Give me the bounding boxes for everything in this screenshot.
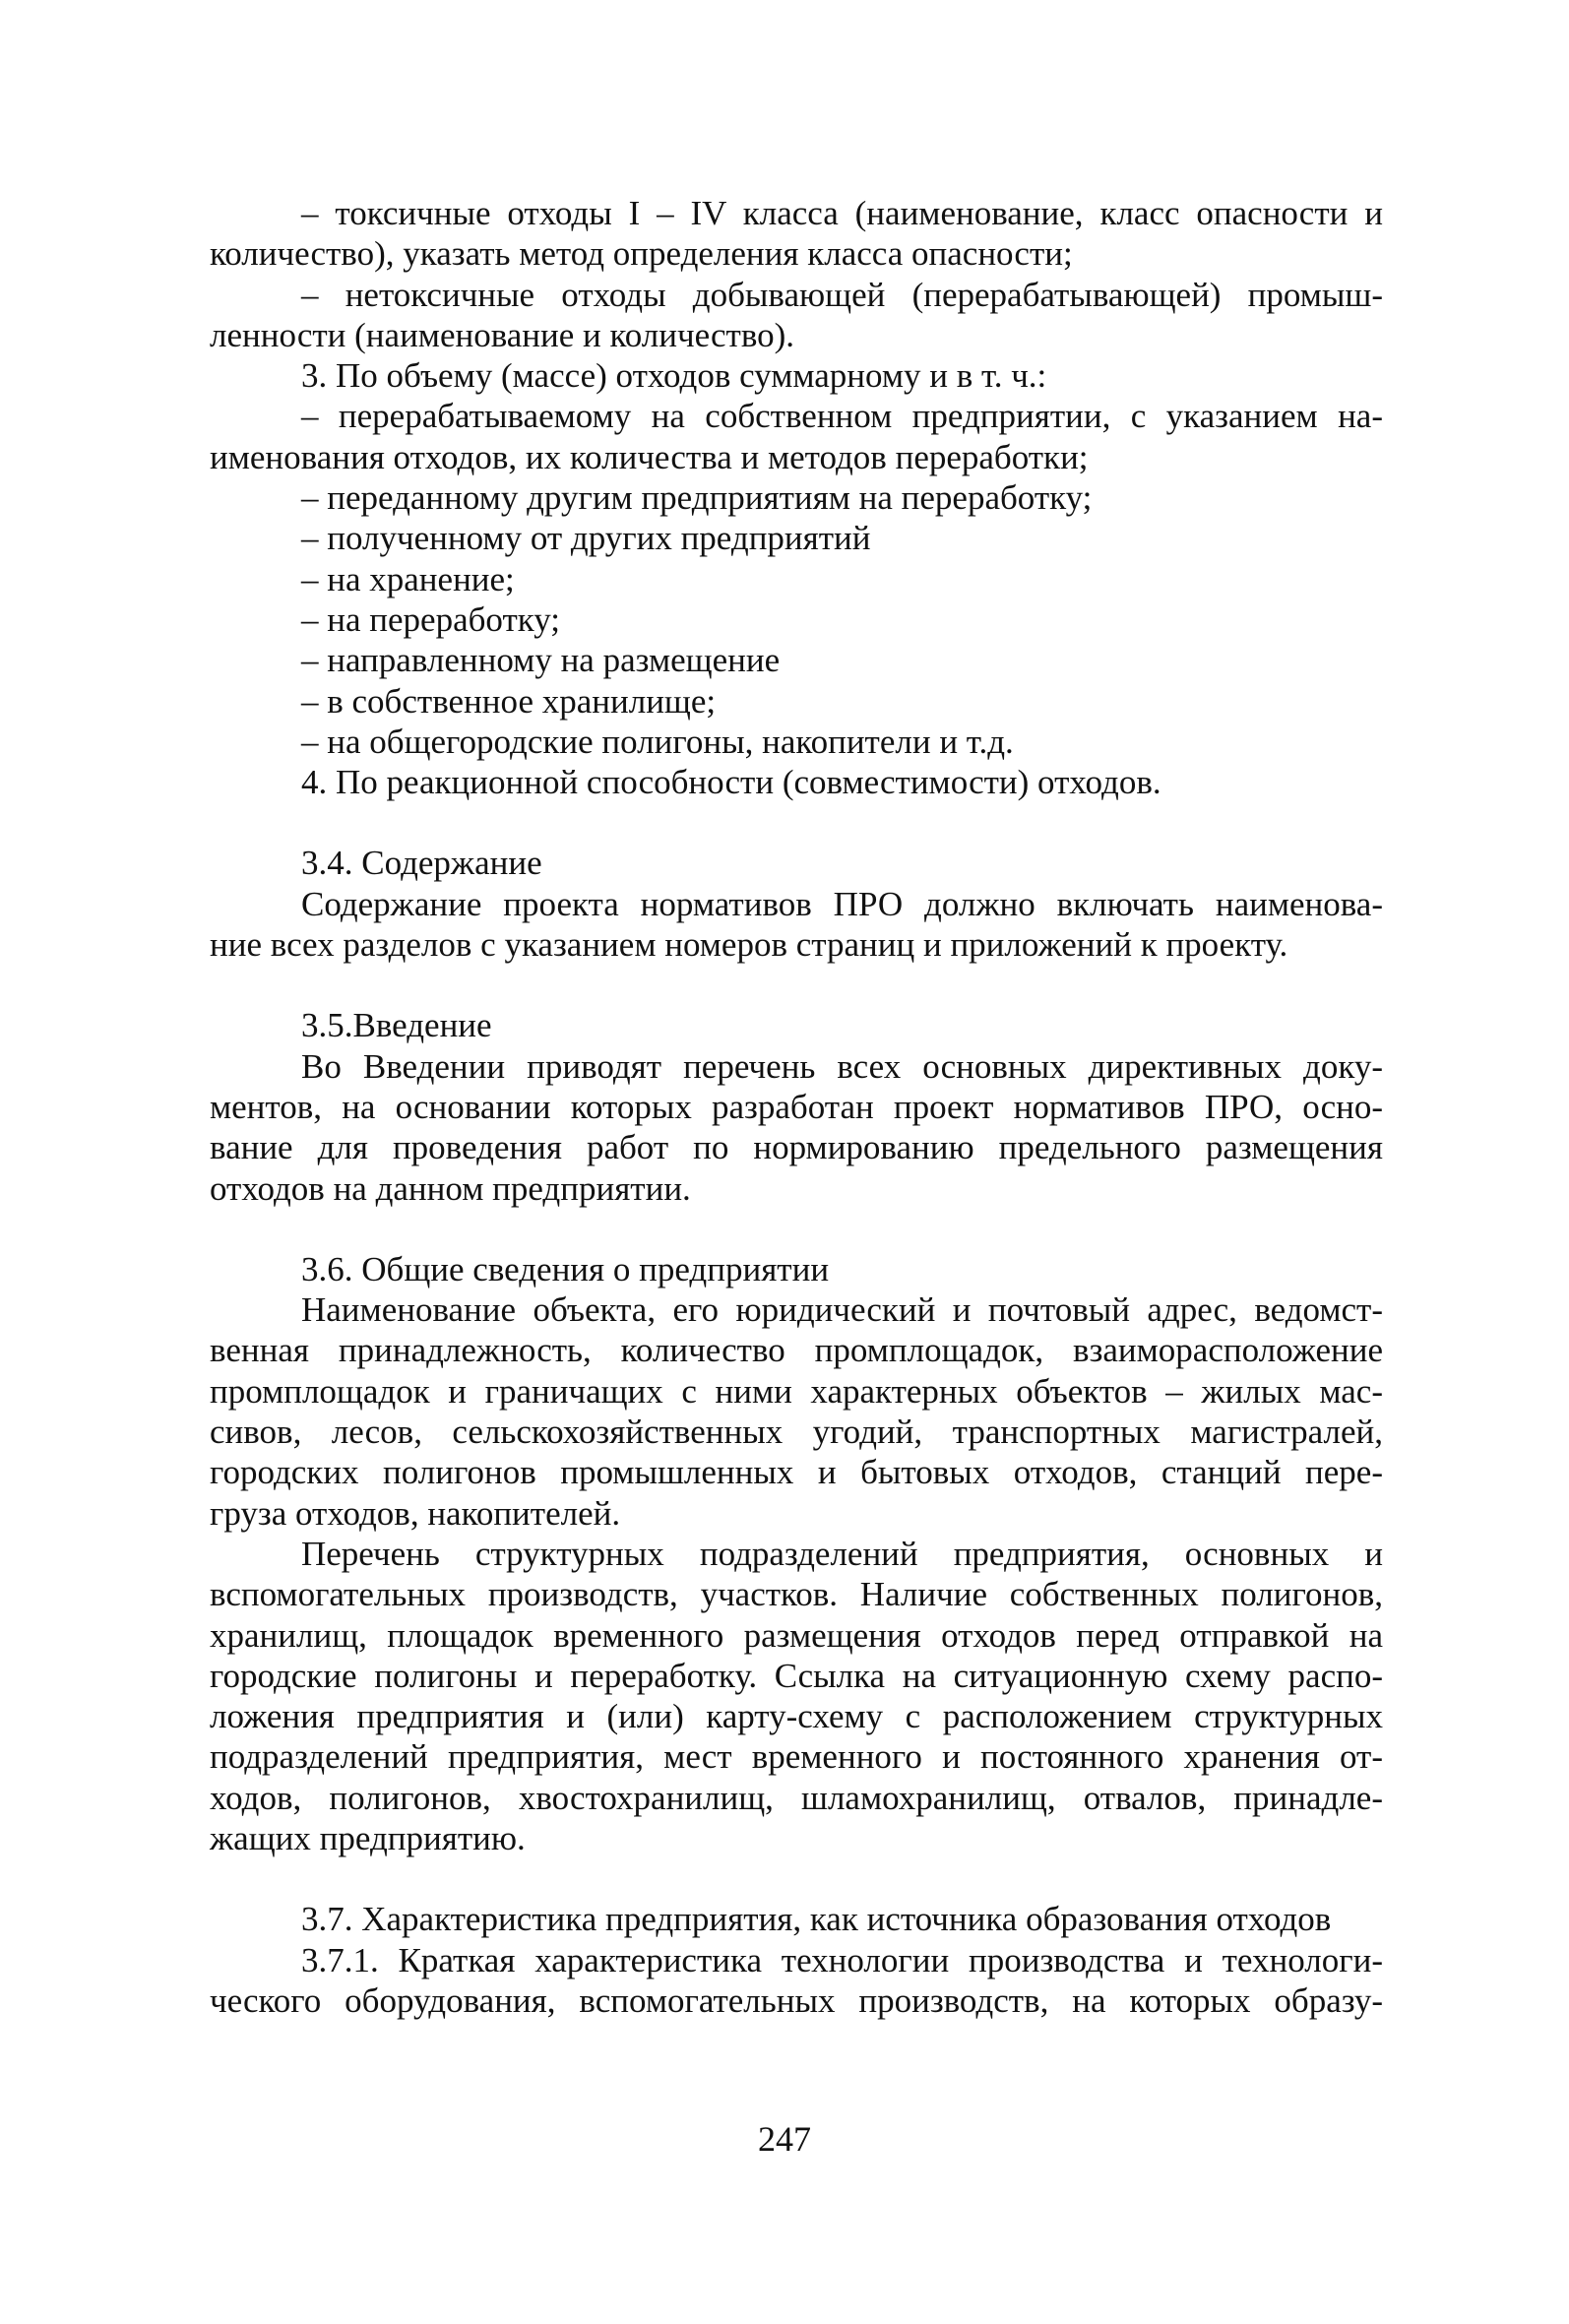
paragraph-gap <box>210 802 1383 843</box>
text-line: – токсичные отходы I – IV класса (наименование, класс опасности и <box>301 194 1383 232</box>
section-heading: 3.6. Общие сведения о предприятии <box>301 1249 830 1288</box>
text-line: количество), указать метод определения класса опасности; <box>210 234 1073 274</box>
text-line: – на хранение; <box>301 559 515 598</box>
text-line: Наименование объекта, его юридический и почтовый адрес, ведомст- <box>301 1290 1383 1330</box>
text-line: ние всех разделов с указанием номеров страниц и приложений к проекту. <box>210 925 1288 965</box>
text-line: 3. По объему (массе) отходов суммарному и в т. ч.: <box>301 356 1047 396</box>
text-line: именования отходов, их количества и методов переработки; <box>210 437 1089 476</box>
text-line: ленности (наименование и количество). <box>210 315 795 354</box>
text-line: ходов, полигонов, хвостохранилищ, шламохранилищ, отвалов, принадле- <box>210 1778 1383 1817</box>
text-line: 3.7.1. Краткая характеристика технологии производства и технологи- <box>301 1940 1383 1979</box>
text-line: жащих предприятию. <box>210 1818 526 1857</box>
text-line: Содержание проекта нормативов ПРО должно включать наименова- <box>301 884 1383 923</box>
text-line: отходов на данном предприятии. <box>210 1168 691 1208</box>
text-line: – нетоксичные отходы добывающей (перерабатывающей) промыш- <box>301 275 1383 314</box>
text-line: городские полигоны и переработку. Ссылка на ситуационную схему распо- <box>210 1656 1383 1695</box>
text-line: – на общегородские полигоны, накопители и т.д. <box>301 722 1014 761</box>
text-line: хранилищ, площадок временного размещения отходов перед отправкой на <box>210 1615 1383 1655</box>
text-line: венная принадлежность, количество промплощадок, взаиморасположение <box>210 1331 1383 1370</box>
text-line: Во Введении приводят перечень всех основных директивных доку- <box>301 1046 1383 1086</box>
text-line: – полученному от других предприятий <box>301 519 871 558</box>
text-line: – в собственное хранилище; <box>301 681 717 721</box>
section-heading: 3.5.Введение <box>301 1006 492 1045</box>
text-line: ложения предприятия и (или) карту-схему с расположением структурных <box>210 1697 1383 1736</box>
section-heading: 3.4. Содержание <box>301 844 542 883</box>
text-line: вание для проведения работ по нормированию предельного размещения <box>210 1128 1383 1167</box>
page-number: 247 <box>758 2119 811 2159</box>
text-line: – перерабатываемому на собственном предприятии, с указанием на- <box>301 397 1383 436</box>
text-line: 4. По реакционной способности (совместимости) отходов. <box>301 763 1161 802</box>
paragraph-gap <box>210 1209 1383 1249</box>
paragraph-gap <box>210 965 1383 1005</box>
text-line: Перечень структурных подразделений предприятия, основных и <box>301 1534 1383 1573</box>
text-line: подразделений предприятия, мест временного и постоянного хранения от- <box>210 1737 1383 1777</box>
text-line: груза отходов, накопителей. <box>210 1493 621 1533</box>
text-line: вспомогательных производств, участков. Наличие собственных полигонов, <box>210 1575 1383 1614</box>
paragraph-gap <box>210 1858 1383 1899</box>
text-line: ментов, на основании которых разработан проект нормативов ПРО, осно- <box>210 1087 1383 1126</box>
text-line: промплощадок и граничащих с ними характерных объектов – жилых мас- <box>210 1371 1383 1411</box>
text-line: – направленному на размещение <box>301 641 781 680</box>
page-body <box>210 193 1383 2021</box>
text-line: городских полигонов промышленных и бытовых отходов, станций пере- <box>210 1453 1383 1492</box>
text-line: – на переработку; <box>301 599 561 639</box>
text-line: сивов, лесов, сельскохозяйственных угодий, транспортных магистралей, <box>210 1413 1383 1452</box>
text-line: ческого оборудования, вспомогательных производств, на которых образу- <box>210 1980 1383 2020</box>
section-heading: 3.7. Характеристика предприятия, как источника образования отходов <box>301 1900 1332 1939</box>
text-line: – переданному другим предприятиям на переработку; <box>301 478 1093 518</box>
